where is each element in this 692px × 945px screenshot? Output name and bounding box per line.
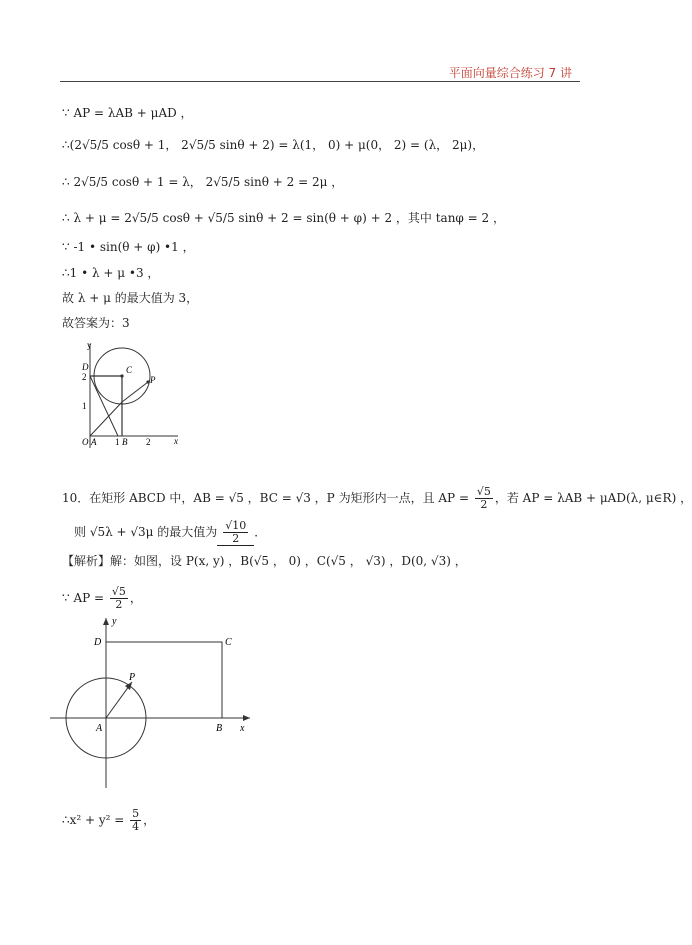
fig1-b-label: B bbox=[122, 437, 128, 447]
header-rule bbox=[60, 81, 580, 82]
fig1-d-label: D bbox=[82, 362, 89, 372]
fig1-tick-1-y: 1 bbox=[82, 401, 87, 411]
solution-line-6: ∴1 • λ + μ •3 ， bbox=[62, 266, 160, 280]
fig2-x-label: x bbox=[240, 723, 245, 734]
fig1-y-label: y bbox=[87, 340, 92, 350]
problem-number: 10． bbox=[62, 491, 90, 505]
fig1-o-label: O bbox=[82, 437, 89, 447]
fig1-c-label: C bbox=[126, 365, 133, 375]
solution-line-2: ∴(2√5/5 cosθ + 1， 2√5/5 sinθ + 2) = λ(1， 0) + μ(0， 2) = (λ， 2μ)， bbox=[62, 138, 485, 152]
solution-line-3: ∴ 2√5/5 cosθ + 1 = λ， 2√5/5 sinθ + 2 = 2μ ， bbox=[62, 175, 344, 189]
fig2-p-label: P bbox=[129, 672, 136, 683]
fig2-y-label: y bbox=[112, 616, 117, 627]
fig2-d-label: D bbox=[94, 637, 102, 648]
circle-equation-line: ∴x² + y² = $\frac{5}{4}$ ， bbox=[62, 807, 156, 833]
solution-line-1: ∵ AP = λAB + μAD ， bbox=[62, 106, 193, 120]
solution-line-7: 故 λ + μ 的最大值为 3， bbox=[62, 291, 199, 305]
answer-blank: $\frac{√10}{2}$ bbox=[217, 520, 254, 546]
solution-line-8: 故答案为：3 bbox=[62, 316, 130, 330]
fig1-tick-2-x: 2 bbox=[146, 437, 151, 447]
figure-1 bbox=[78, 340, 188, 452]
ap-length-line: ∵ AP = $\frac{√5}{2}$ ， bbox=[62, 585, 142, 611]
page-header bbox=[0, 0, 642, 80]
problem-ap-fraction: $\frac{√5}{2}$ bbox=[476, 485, 491, 511]
solution-line-5: ∵ -1 • sin(θ + φ) •1 ， bbox=[62, 240, 195, 254]
fig2-b-label: B bbox=[216, 723, 223, 734]
solution-line-4: ∴ λ + μ = 2√5/5 cosθ + √5/5 sinθ + 2 = sin(θ + φ) + 2 ，其中 tanφ = 2 ， bbox=[62, 211, 505, 225]
fig1-x-label: x bbox=[174, 436, 178, 446]
fig1-a-label: A bbox=[91, 437, 97, 447]
fig1-p-label: P bbox=[150, 375, 156, 385]
fig1-tick-1-x: 1 bbox=[115, 437, 120, 447]
analysis-tag: 【解析】 bbox=[62, 554, 111, 568]
fig2-c-label: C bbox=[225, 637, 232, 648]
analysis-line: 【解析】解：如图，设 P(x, y) ，B(√5 ， 0) ，C(√5 ， √3) ，D(0, √3) ， bbox=[62, 554, 467, 568]
fig2-a-label: A bbox=[96, 723, 103, 734]
problem-10-ask: 则 √5λ + √3μ 的最大值为 $\frac{√10}{2}$ ． bbox=[74, 519, 267, 545]
header-title: 平面向量综合练习 7 讲 bbox=[448, 66, 572, 80]
fig1-tick-2-y: 2 bbox=[82, 372, 87, 382]
figure-2 bbox=[50, 614, 260, 790]
problem-10-stem: 10．在矩形 ABCD 中，AB = √5 ，BC = √3 ，P 为矩形内一点，且 AP = $\frac{√5}{2}$ ，若 AP = λAB + μAD(λ, μ∈R) ， bbox=[62, 485, 692, 511]
